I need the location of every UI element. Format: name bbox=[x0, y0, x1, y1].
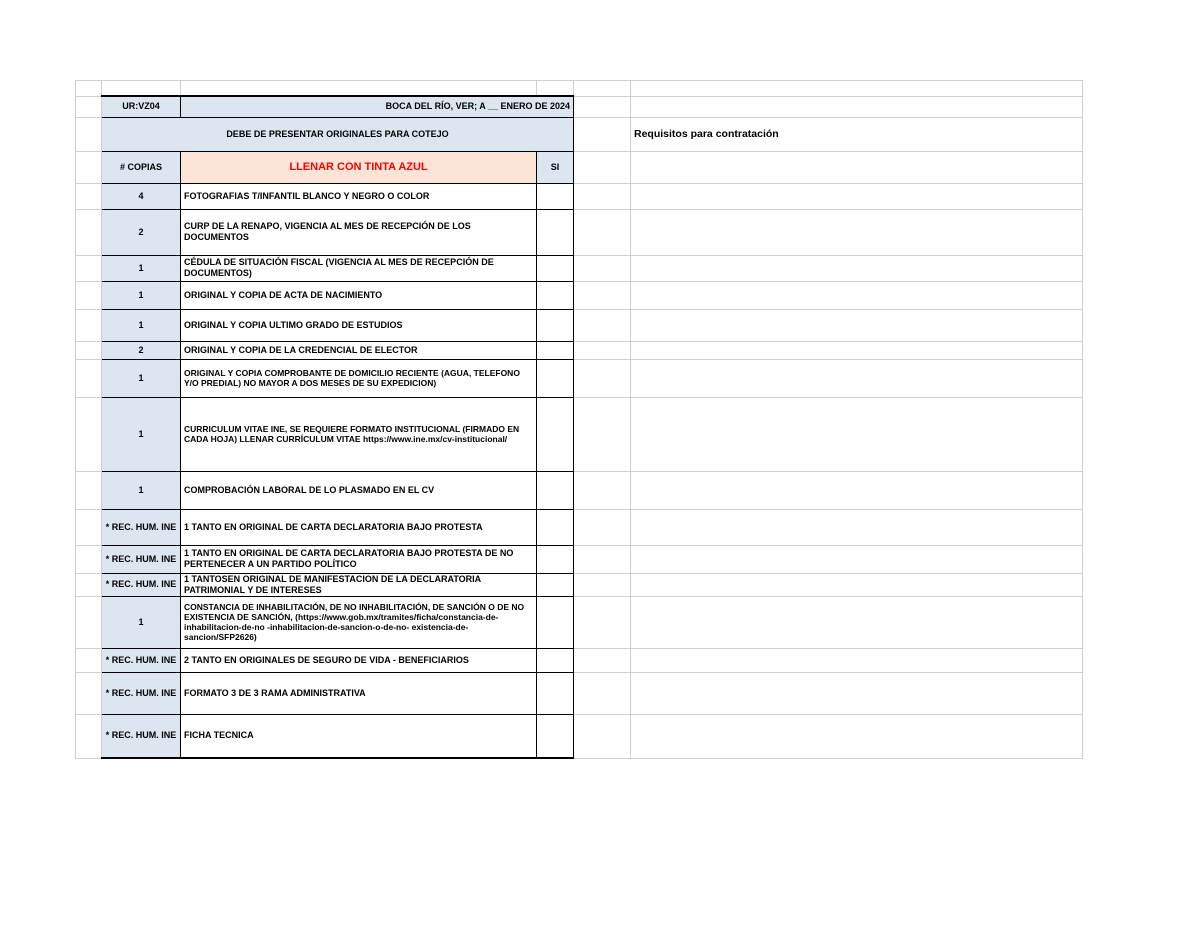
requirement-text: ORIGINAL Y COPIA ULTIMO GRADO DE ESTUDIOS bbox=[181, 309, 537, 341]
copies-cell: * REC. HUM. INE bbox=[102, 648, 181, 672]
table-row bbox=[76, 596, 1083, 648]
column-header-row bbox=[76, 151, 1083, 183]
requirement-text: CÉDULA DE SITUACIÓN FISCAL (VIGENCIA AL MES DE RECEPCIÓN DE DOCUMENTOS) bbox=[181, 255, 537, 281]
copies-header: # COPIAS bbox=[102, 151, 181, 183]
requirement-text: 1 TANTOSEN ORIGINAL DE MANIFESTACION DE LA DECLARATORIA PATRIMONIAL Y DE INTERESES bbox=[181, 573, 537, 596]
checkbox-cell[interactable] bbox=[537, 341, 574, 359]
checkbox-cell[interactable] bbox=[537, 471, 574, 509]
table-row bbox=[76, 672, 1083, 714]
checkbox-cell[interactable] bbox=[537, 596, 574, 648]
row-margin bbox=[76, 573, 102, 596]
copies-cell: 2 bbox=[102, 209, 181, 255]
checkbox-cell[interactable] bbox=[537, 309, 574, 341]
spacer-cell bbox=[574, 509, 631, 545]
checkbox-cell[interactable] bbox=[537, 573, 574, 596]
table-row bbox=[76, 573, 1083, 596]
spacer-cell bbox=[574, 281, 631, 309]
spacer-cell bbox=[574, 545, 631, 573]
header-row bbox=[76, 96, 1083, 117]
row-margin bbox=[76, 648, 102, 672]
copies-cell: * REC. HUM. INE bbox=[102, 672, 181, 714]
checkbox-cell[interactable] bbox=[537, 714, 574, 758]
spacer-cell bbox=[574, 471, 631, 509]
spacer-cell bbox=[574, 573, 631, 596]
row-margin bbox=[76, 397, 102, 471]
checkbox-cell[interactable] bbox=[537, 397, 574, 471]
requirement-text: 2 TANTO EN ORIGINALES DE SEGURO DE VIDA - BENEFICIARIOS bbox=[181, 648, 537, 672]
notes-cell bbox=[631, 573, 1083, 596]
spacer-cell bbox=[574, 255, 631, 281]
notes-cell bbox=[631, 341, 1083, 359]
instruction-row bbox=[76, 117, 1083, 151]
spacer-cell bbox=[574, 359, 631, 397]
spacer-cell bbox=[574, 309, 631, 341]
copies-cell: * REC. HUM. INE bbox=[102, 573, 181, 596]
row-margin bbox=[76, 309, 102, 341]
spacer-cell bbox=[574, 648, 631, 672]
copies-cell: 1 bbox=[102, 281, 181, 309]
checkbox-cell[interactable] bbox=[537, 281, 574, 309]
form-code: UR:VZ04 bbox=[102, 96, 181, 117]
row-margin bbox=[76, 545, 102, 573]
requirement-text: COMPROBACIÓN LABORAL DE LO PLASMADO EN EL CV bbox=[181, 471, 537, 509]
table-row bbox=[76, 281, 1083, 309]
row-margin bbox=[76, 341, 102, 359]
copies-cell: 1 bbox=[102, 309, 181, 341]
spacer-cell bbox=[574, 714, 631, 758]
copies-cell: * REC. HUM. INE bbox=[102, 714, 181, 758]
notes-cell bbox=[631, 471, 1083, 509]
place-date: BOCA DEL RÍO, VER; A __ ENERO DE 2024 bbox=[181, 96, 574, 117]
table-row bbox=[76, 309, 1083, 341]
checkbox-cell[interactable] bbox=[537, 183, 574, 209]
table-row bbox=[76, 471, 1083, 509]
notes-cell bbox=[631, 397, 1083, 471]
fill-note-header: LLENAR CON TINTA AZUL bbox=[181, 151, 537, 183]
table-row bbox=[76, 545, 1083, 573]
spacer-cell bbox=[574, 183, 631, 209]
notes-cell bbox=[631, 509, 1083, 545]
notes-cell bbox=[631, 281, 1083, 309]
spacer-cell bbox=[574, 209, 631, 255]
checkbox-cell[interactable] bbox=[537, 255, 574, 281]
copies-cell: 1 bbox=[102, 397, 181, 471]
requirement-text: FICHA TECNICA bbox=[181, 714, 537, 758]
row-margin bbox=[76, 183, 102, 209]
notes-cell bbox=[631, 255, 1083, 281]
requirement-text: FOTOGRAFIAS T/INFANTIL BLANCO Y NEGRO O COLOR bbox=[181, 183, 537, 209]
row-margin bbox=[76, 281, 102, 309]
table-row bbox=[76, 209, 1083, 255]
checkbox-cell[interactable] bbox=[537, 545, 574, 573]
requirement-text: CONSTANCIA DE INHABILITACIÓN, DE NO INHABILITACIÓN, DE SANCIÓN O DE NO EXISTENCIA DE SANCIÓN, (https://www.gob.mx/tramites/ficha/constancia-de-inhabilitacion-de-no -inhabilitacion-de-sancion-o-de-no- existencia-de-sancion/SFP2626) bbox=[181, 596, 537, 648]
notes-cell bbox=[631, 596, 1083, 648]
row-margin bbox=[76, 714, 102, 758]
notes-cell bbox=[631, 183, 1083, 209]
requirement-text: CURRICULUM VITAE INE, SE REQUIERE FORMATO INSTITUCIONAL (FIRMADO EN CADA HOJA) LLENAR CURRÍCULUM VITAE https://www.ine.mx/cv-institucional/ bbox=[181, 397, 537, 471]
yes-header: SI bbox=[537, 151, 574, 183]
row-margin bbox=[76, 596, 102, 648]
row-margin bbox=[76, 471, 102, 509]
requirements-sheet bbox=[75, 80, 1083, 759]
notes-cell bbox=[631, 648, 1083, 672]
sheet-spacer-row bbox=[76, 81, 1083, 97]
copies-cell: 4 bbox=[102, 183, 181, 209]
notes-cell bbox=[631, 209, 1083, 255]
row-margin bbox=[76, 672, 102, 714]
requirement-text: ORIGINAL Y COPIA COMPROBANTE DE DOMICILIO RECIENTE (AGUA, TELEFONO Y/O PREDIAL) NO MAYOR A DOS MESES DE SU EXPEDICION) bbox=[181, 359, 537, 397]
checkbox-cell[interactable] bbox=[537, 359, 574, 397]
notes-cell bbox=[631, 309, 1083, 341]
table-row bbox=[76, 397, 1083, 471]
checkbox-cell[interactable] bbox=[537, 648, 574, 672]
requirement-text: 1 TANTO EN ORIGINAL DE CARTA DECLARATORIA BAJO PROTESTA bbox=[181, 509, 537, 545]
row-margin bbox=[76, 209, 102, 255]
checkbox-cell[interactable] bbox=[537, 509, 574, 545]
row-margin bbox=[76, 255, 102, 281]
requirement-text: FORMATO 3 DE 3 RAMA ADMINISTRATIVA bbox=[181, 672, 537, 714]
requirement-text: 1 TANTO EN ORIGINAL DE CARTA DECLARATORIA BAJO PROTESTA DE NO PERTENECER A UN PARTIDO POLÍTICO bbox=[181, 545, 537, 573]
spacer-cell bbox=[574, 397, 631, 471]
requirement-text: CURP DE LA RENAPO, VIGENCIA AL MES DE RECEPCIÓN DE LOS DOCUMENTOS bbox=[181, 209, 537, 255]
copies-cell: 1 bbox=[102, 359, 181, 397]
table-row bbox=[76, 183, 1083, 209]
table-row bbox=[76, 509, 1083, 545]
table-row bbox=[76, 648, 1083, 672]
instruction-banner: DEBE DE PRESENTAR ORIGINALES PARA COTEJO bbox=[102, 117, 574, 151]
requirements-list bbox=[76, 183, 1083, 758]
spacer-cell bbox=[574, 341, 631, 359]
table-row bbox=[76, 341, 1083, 359]
requirement-text: ORIGINAL Y COPIA DE ACTA DE NACIMIENTO bbox=[181, 281, 537, 309]
spacer-cell bbox=[574, 596, 631, 648]
notes-cell bbox=[631, 672, 1083, 714]
side-title: Requisitos para contratación bbox=[631, 117, 1083, 151]
notes-cell bbox=[631, 545, 1083, 573]
spacer-cell bbox=[574, 672, 631, 714]
table-row bbox=[76, 359, 1083, 397]
copies-cell: 1 bbox=[102, 255, 181, 281]
row-margin bbox=[76, 509, 102, 545]
copies-cell: * REC. HUM. INE bbox=[102, 509, 181, 545]
row-margin bbox=[76, 359, 102, 397]
copies-cell: 1 bbox=[102, 471, 181, 509]
copies-cell: 2 bbox=[102, 341, 181, 359]
copies-cell: * REC. HUM. INE bbox=[102, 545, 181, 573]
notes-cell bbox=[631, 714, 1083, 758]
checkbox-cell[interactable] bbox=[537, 672, 574, 714]
checkbox-cell[interactable] bbox=[537, 209, 574, 255]
table-row bbox=[76, 714, 1083, 758]
requirement-text: ORIGINAL Y COPIA DE LA CREDENCIAL DE ELECTOR bbox=[181, 341, 537, 359]
table-row bbox=[76, 255, 1083, 281]
copies-cell: 1 bbox=[102, 596, 181, 648]
notes-cell bbox=[631, 359, 1083, 397]
